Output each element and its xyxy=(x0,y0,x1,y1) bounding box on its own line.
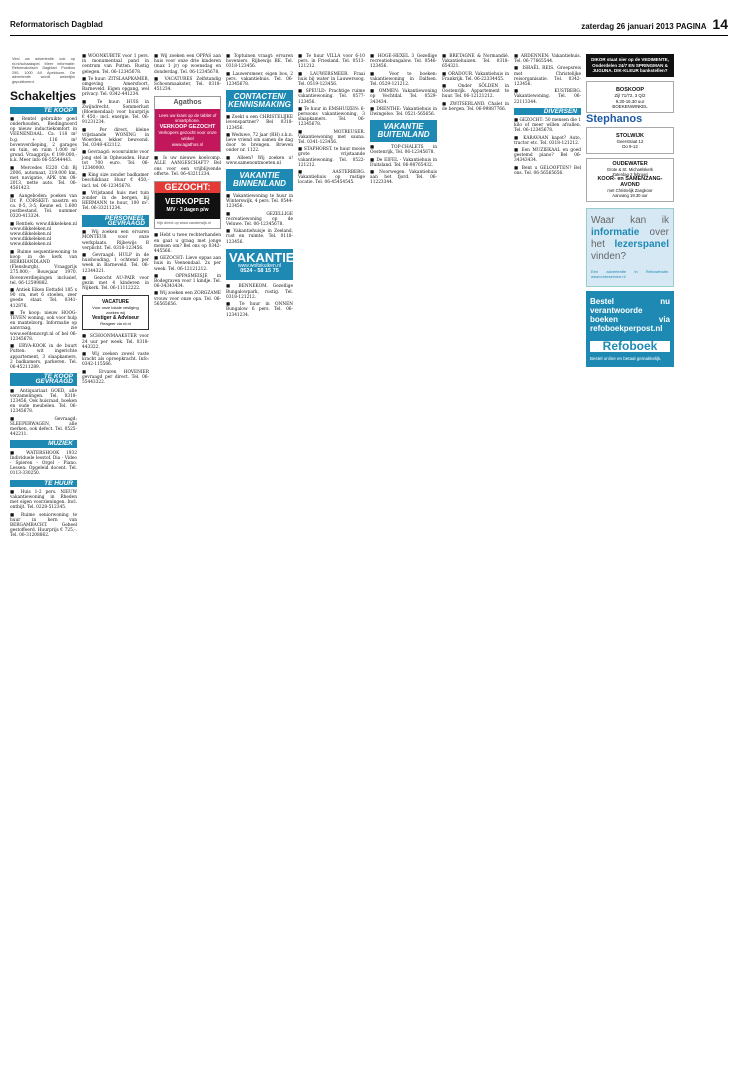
stephanos-logo: Stephanos xyxy=(586,113,643,126)
ad-list xyxy=(226,194,293,245)
classified-ad: ■ SPEULD: Prachtige ruime vakantiewoning. Tel. 0577-123456. xyxy=(298,89,365,105)
classified-ad: ■ Wij zoeken een OPPAS aan huis voor onze drie kinderen (max 1 jr) op woensdag en donderdag. Tel. 06-12345678. xyxy=(154,54,221,75)
classified-ad: ■ De EIFEL - Vakantiehuis in Duitsland. Tel. 06-98765432. xyxy=(370,157,437,168)
classified-ad: ■ Wij zoeken een ZORGZAME vrouw voor onze opa. Tel. 06-56565656. xyxy=(154,291,221,307)
classified-ad: ■ Te huur: HUIS in Zwijndrecht, Sommerlust (Bloemendaal) voor huurprijs € 450,- incl. energie. Tel. 06-91231234. xyxy=(82,99,149,126)
classified-ad: ■ Antiek Eiken Eettafel 185 x 90 cm, met 6 stoelen, zeer goede staat. Tel. 0341-412876. xyxy=(10,288,77,309)
classified-ad: ■ SCHOONMAAKSTER voor 24 uur per week. Tel. 0318-443322. xyxy=(82,334,149,350)
classified-ad: ■ Vrijstaand huis met tuin zonder in de bergen, bij HERMANN te huur, 100 m². Tel. 06-33211234. xyxy=(82,190,149,212)
column-2 xyxy=(82,54,149,1072)
category-tab-vakantie-buitenland: VAKANTIE BUITENLAND xyxy=(370,120,437,142)
classified-ad: ■ WOONKUBITE voor 1 pers. in monumentaal pand in centrum van Putten. Rustig gelegen. Tel. 06-12345678. xyxy=(82,54,149,75)
column-1 xyxy=(10,54,77,1072)
classified-ad: ■ MOTREUSER. Vakantiewoning met sauna. Tel. 0341-123456. xyxy=(298,129,365,146)
ad-list xyxy=(370,145,437,185)
ad-list xyxy=(82,54,149,212)
classified-ad: ■ Antiquariaat GOED, alle verzamelingen. Tel. 0318-123456, Ook huisraad, boeken en oude meubelen. Tel. 06-12345678. xyxy=(10,388,77,415)
vacature-title: VACATURE xyxy=(101,299,130,306)
classified-ad: ■ AASTERBERG. Vakantiehuis op rustige locatie. Tel. 06-45454545. xyxy=(298,170,365,186)
shop-boskoop: BOSKOOP Zijl 71/72, 3 Q/2 9.30-16.30 uur BOEKENWINKEL xyxy=(586,81,674,114)
classified-ad: ■ Te huur in EMSHUIZEN: 6-persoons vakantiewoning, 3 slaapkamers. Tel. 06-12345678. xyxy=(298,106,365,128)
classified-ad: ■ TOP-CHALETS in Oostenrijk, Tel. 06-12345678. xyxy=(370,145,437,156)
classified-ad: ■ Gezocht AU-PAIR voor gezin met 4 kinderen in Nijkerk. Tel. 06-11112222. xyxy=(82,275,149,292)
classified-ad: ■ Gevraagd: SLEEPERWAGEN, alle merken, ook defect. Tel. 0525-442211. xyxy=(10,416,77,438)
classified-ad: ■ KUSTBERG. Vakantiewoning. Tel. 06-22113344. xyxy=(514,89,581,105)
ad-list xyxy=(10,117,77,370)
section-intro: Vind uw advertentie ook op rd.nl/schaakspel. Meer informatie: Reformatorisch Dagblad Postbus 290, 1000 AX Apeldoorn. De advertentie wordt wekelijks gepubliceerd. xyxy=(12,57,75,84)
concert-announcement: OUDEWATER Grote & St. Michaëlskerk Zaterdag 2 februari KOOR- en SAMENZANG-AVOND met Christelijk Zangkoor Aanvang 19.30 uur xyxy=(586,158,674,202)
classified-ad: ■ STAPHORST. te huur mooie grote vrijstaande vakantiewoning. Tel. 0522-121212. xyxy=(298,147,365,168)
classified-ad: ■ ISRAËL REIS. Groepsreis met Christelijke reisorganisatie. Tel. 0342-123456. xyxy=(514,66,581,88)
category-tab-muziek: MUZIEK xyxy=(10,440,77,447)
classified-ad: ■ Gevraagd: woonruimte voor jong stel in Opheusden. Huur tot 700 euro. Tel. 06-12340000. xyxy=(82,150,149,172)
vacature-sub: Voor onze lokale vestiging zoeken wij xyxy=(92,305,139,316)
lezerspanel-ad[interactable]: Waar kan ik informatie over het lezerspanel vinden? Een advertentie in Refowebsite: www.erdeservice.nl xyxy=(586,208,674,286)
ad-list xyxy=(154,156,221,177)
classified-ad: ■ Te koop: nieuw HOOG-TEVEN woning, ook voor hulp en mantelzorg. Informatie op aanvraag, zie www.eefdenzorgt.nl of bel 06-12345678. xyxy=(10,310,77,342)
ad-list xyxy=(298,54,365,186)
classified-ad: ■ KARAVAAN kapot? Auto, tractor etc. Tel. 0318-121212. xyxy=(514,135,581,146)
classified-ad: ■ Huis 1-2 pers. NIEUW vakantiewoning in Rheden met eigen voorzieningen. Incl. ontbijt. Tel. 0228-512345. xyxy=(10,489,77,511)
ad-list xyxy=(442,54,509,112)
dikdik-banner[interactable]: DIKOR staat nier op de VEDIMENTE, Onderdelen 24/7 EN SPRINGMAN & JUGUNA. DIK-KLEUR bankstellen? xyxy=(586,54,674,77)
vacature-cta: Reageer via rd.nl xyxy=(100,321,131,327)
agathos-logo: Agathos xyxy=(173,99,202,107)
classified-ad: ■ Noorwegen. Vakantiehuis aan het fjord. Tel. 06-11223344. xyxy=(370,170,437,186)
refoboek-ad[interactable] xyxy=(586,291,674,367)
verkoper-gezocht: GEZOCHT: xyxy=(155,182,220,193)
ad-list xyxy=(514,54,581,105)
column-7 xyxy=(442,54,509,1072)
classified-ad: ■ ZWITSERLAND. Chalet in de bergen. Tel. 06-99887766. xyxy=(442,101,509,112)
classified-ad: ■ GEZOCHT: Lieve oppas aan huis in Veenendaal. 2x per week. Tel. 06-12121212. xyxy=(154,256,221,272)
classified-ad: ■ Zoekt u een CHRISTELIJKE levenspartner? Bel 0318-123456. xyxy=(226,115,293,131)
classified-ad: ■ Voor te boeken: vakantiewoning in Dalfsen. Tel. 0529-121212. xyxy=(370,71,437,88)
vakantie-ad[interactable] xyxy=(226,249,303,281)
agathos-ad[interactable] xyxy=(154,96,221,152)
page-header xyxy=(10,12,728,36)
lezerspanel-link[interactable]: Een advertentie in Refowebsite: www.erdeservice.nl xyxy=(591,269,669,280)
column-6 xyxy=(370,54,437,1072)
shop-stolwijk: STOLWIJK Geerstraat 12 Do 9-12 xyxy=(586,127,674,154)
classified-ad: ■ Hebt u twee rechterhanden en gaat u graag met jonge mensen om? Bel ons op 0342-445566. xyxy=(154,233,221,255)
vakantie-url[interactable]: www.woltskuiken.nl xyxy=(237,263,282,270)
category-tab-diversen: DIVERSEN xyxy=(514,108,581,115)
ad-list xyxy=(226,54,293,87)
classified-ad: ■ Onder SÖLDEN in Oostenrijk. Appartement te huur. Tel. 06-12121212. xyxy=(442,84,509,100)
classified-ad: ■ BRETAGNE & Normandië. Vakantiehuizen. Tel. 0318-654321. xyxy=(442,54,509,70)
classified-ad: ■ DRENTHE: Vakantiehuis in Dwingeloo. Tel. 0521-565656. xyxy=(370,106,437,118)
ad-list xyxy=(154,233,221,307)
section-title: Schakeltjes xyxy=(10,88,77,103)
classified-ad: ■ ORADOUR. Vakantiehuis in Frankrijk. Tel. 06-22334455. xyxy=(442,71,509,82)
page-number: 14 xyxy=(712,16,728,32)
category-tab-personeel: PERSONEEL GEVRAAGD xyxy=(82,215,149,227)
agathos-link[interactable]: www.agathos.nl xyxy=(171,141,204,147)
classified-ad: ■ Vakantiewoning te huur in Winterswijk, 4 pers. Tel. 0544-123456. xyxy=(226,194,293,210)
classified-ad: ■ Bent u GELOOFTEN? Bel ons. Tel. 06-56565656. xyxy=(514,165,581,176)
page-label: PAGINA xyxy=(675,22,707,31)
classified-ad: ■ VACATURES Zelfstandig Schoonmaakster, Tel. 0318-451234. xyxy=(154,76,221,93)
ad-list xyxy=(370,54,437,117)
classified-ad: ■ BENNEKOM. Gezellige Bungalowpark, rustig. Tel. 0318-121212. xyxy=(226,284,293,300)
verkoper-ad[interactable] xyxy=(154,181,221,229)
verkoper-role: VERKOPER M/V · 3 dagen p/w xyxy=(155,193,220,219)
classified-ad: ■ GEZOCHT: 50 mensen die 1 kilo of meer willen afvallen. Tel. 06-12345678. xyxy=(514,118,581,134)
refoboek-title: Bestel nu verantwoorde boeken via refoboekperpost.nl xyxy=(590,296,670,333)
column-8 xyxy=(514,54,581,1072)
classified-ad: ■ Wij zoeken zowel vaste kracht als oproepkracht. Info: 0342-115566. xyxy=(82,351,149,368)
classifieds-columns xyxy=(10,54,728,1072)
vakantie-question: VAKANTIE? xyxy=(229,249,303,265)
vacature-role: Vestiger & Adviseur xyxy=(91,315,140,322)
classified-ad: ■ Te huur: ZITSLAAPKAMER, omgeving Amersfoort, Barneveld. Eigen opgang, wel privacy. Tel. 0342-441234. xyxy=(82,76,149,98)
classified-ad: ■ GEZELLIGE recreatiewoning op de Veluwe. Tel. 06-12345678. xyxy=(226,211,293,228)
classified-ad: ■ Mercedes E220 Cdi Bj 2006, automaat, 219.000 km, met navigatie, APK t/m 08-2013, nette auto. Tel. 06-4561423. xyxy=(10,165,77,192)
classified-ad: ■ ERVA-KOOK in de buurt Putten: wit ingerichte appartement, 3 slaapkamers, 2 badkamers, parkeren. Tel. 06-45211289. xyxy=(10,344,77,370)
classified-ad: ■ Ruime sequentiewoning te koop in de kerk van BERKHANDLAND (Flensburgh). Vraagprijs 275.000,- Bouwjaar 1970. Bovenverdiepingen inclusief, tel. 06-12599882. xyxy=(10,249,77,286)
vakantie-phone: 0524 - 58 15 75 xyxy=(240,268,279,275)
ad-list xyxy=(226,115,293,166)
ad-list xyxy=(82,334,149,385)
classified-ad: ■ ARDENNEN: Vakantiehuis. Tel. 06-77665544. xyxy=(514,54,581,65)
classified-ad: ■ Toptuinen vraagt: ervaren hoveniers. Rijbewijs BE. Tel. 0318-123456. xyxy=(226,54,293,70)
category-tab-te-huur: TE HUUR xyxy=(10,480,77,487)
agathos-body: Lees uw krant op de tablet of smartphone. VERKOOP GEZOCHT Verkopers gezocht voor onze winkel www.agathos.nl xyxy=(155,109,220,152)
classified-ad: ■ Weduwe, 72 jaar (RH) z.k.n. lieve vriend om samen de dag door te brengen. Brieven onder nr. 1122. xyxy=(226,132,293,154)
classified-ad: ■ Te huur in ONNEN Bungalow 6 pers. Tel. 06-12341234. xyxy=(226,302,293,318)
ad-list xyxy=(82,230,149,291)
ad-list xyxy=(10,490,77,539)
classified-ad: ■ OPPASMEISJE in Bodegraven voor 1 kindje. Tel. 06-34343434. xyxy=(154,273,221,290)
classified-ad: ■ WATERSHOOK 1932 Individuele lesstof. Dia - Video - Spieren - Orgel - Piano. Lessen: Opgeleid docent. Tel. 0113-330250. xyxy=(10,450,77,477)
classified-ad: ■ Lauwersmeer, eigen bos, 2 pers. vakantiehuis. Tel. 06-12345678. xyxy=(226,71,293,88)
category-tab-vakantie-binnenland: VAKANTIE BINNENLAND xyxy=(226,169,293,191)
newspaper-page xyxy=(0,12,738,1080)
classified-ad: ■ Een MUZIEKAAL en goed gestemd piano? Bel 06-34343434. xyxy=(514,148,581,164)
classified-ad: ■ King size zonder badkamer beschikbaar. Huur € 450,- incl. tel. 06-12345678. xyxy=(82,173,149,189)
ad-list xyxy=(154,54,221,92)
newspaper-name: Reformatorisch Dagblad xyxy=(10,20,103,29)
category-tab-te-koop-gevraagd: TE KOOP GEVRAAGD xyxy=(10,373,77,385)
verkoper-small: Kijk direct op www.vanderwijk.nl xyxy=(157,221,211,226)
classified-ad: ■ Vakantiehuisje in Zeeland, rust en ruimte. Tel. 0118-123456. xyxy=(226,229,293,245)
classified-ad: ■ Ervaren HOVENIER gevraagd per direct. Tel. 06-55443322. xyxy=(82,369,149,385)
classified-ad: ■ LAUWERSMEER. Fraai huis bij water in Lauwersoog. Tel. 0519-123456. xyxy=(298,71,365,88)
page-date: zaterdag 26 januari 2013 PAGINA 14 xyxy=(581,16,728,32)
classified-ad: ■ HOGE-HEXEL 3 Gezellige recreatiebungalow. Tel. 0546-123456. xyxy=(370,54,437,70)
column-4 xyxy=(226,54,303,1072)
ad-list xyxy=(10,451,77,477)
column-3 xyxy=(154,54,221,1072)
classified-ad: ■ Aangeboden: poeken van Dr. P. CORSKET: nasstrn en ca. 0-5, 3-5, Keune ed. 1.600 postbestand. Tel. nummer 0320-413324. xyxy=(10,193,77,220)
classified-ad: ■ Rentel gebruikte goed onderhouden, Biedingnoord op nieuw inductiekomfort in VEENENDAAL. Ca. 118 m² b.g. + 116 m² bovenverdieping, 2 garages en tuin, en ruim 1.000 m² grond. Vraagprijs: € 199.000,- k.k. Meer info 06-55544443. xyxy=(10,116,77,164)
classified-ad: ■ Ruime seniorwoning te huur in kern van BERGAMBACHT. Geheel gestoffeerd. Huurprijs € 725,-. Tel. 06-31208862. xyxy=(10,512,77,539)
ad-list xyxy=(226,284,293,317)
refoboek-logo: Refoboek xyxy=(590,341,670,352)
classified-ad: ■ Te huur VILLA voor 6-10 pers. in Friesland. Tel. 0513-121212. xyxy=(298,54,365,70)
classified-ad: ■ Is uw nieuwe koelcomp. ALLE AANGESCHAFT? Bel ons voor een vrijblijvende offerte. Tel. 06-43211234. xyxy=(154,156,221,177)
column-5 xyxy=(298,54,365,1072)
category-tab-kennismaking: CONTACTEN/ KENNISMAKING xyxy=(226,90,293,112)
vacature-box[interactable] xyxy=(82,295,149,330)
column-ads xyxy=(586,54,674,1072)
classified-ad: ■ Gevraagd: HULP in de huishouding, 1 ochtend per week in Barneveld. Tel. 06-12344321. xyxy=(82,252,149,274)
ad-list xyxy=(10,389,77,438)
classified-ad: ■ Rentiek: www.dikkeleken.nl www.dikkeleken.nl www.dikkeleken.nl www.dikkeleken.nl www.dikkeleken.nl xyxy=(10,221,77,248)
classified-ad: ■ OMMEN: Vakantiewoning op Vechtdal. Tel. 0529-343434. xyxy=(370,89,437,105)
classified-ad: ■ Per direct, kleine vrijstaande WONING in Woerden, lekker bewoond. Tel. 0348-432112. xyxy=(82,127,149,149)
category-tab-te-koop: TE KOOP xyxy=(10,107,77,114)
classified-ad: ■ Alleen? Wij zoeken u! www.samenontmoeten.nl xyxy=(226,155,293,166)
ad-list xyxy=(514,118,581,176)
refoboek-sub: Bestel online en betaal gemakkelijk. xyxy=(590,355,662,361)
classified-ad: ■ Wij zoeken een ervaren MONTEUR voor onze werkplaats. Rijbewijs B verplicht. Tel. 0318-123456. xyxy=(82,230,149,251)
